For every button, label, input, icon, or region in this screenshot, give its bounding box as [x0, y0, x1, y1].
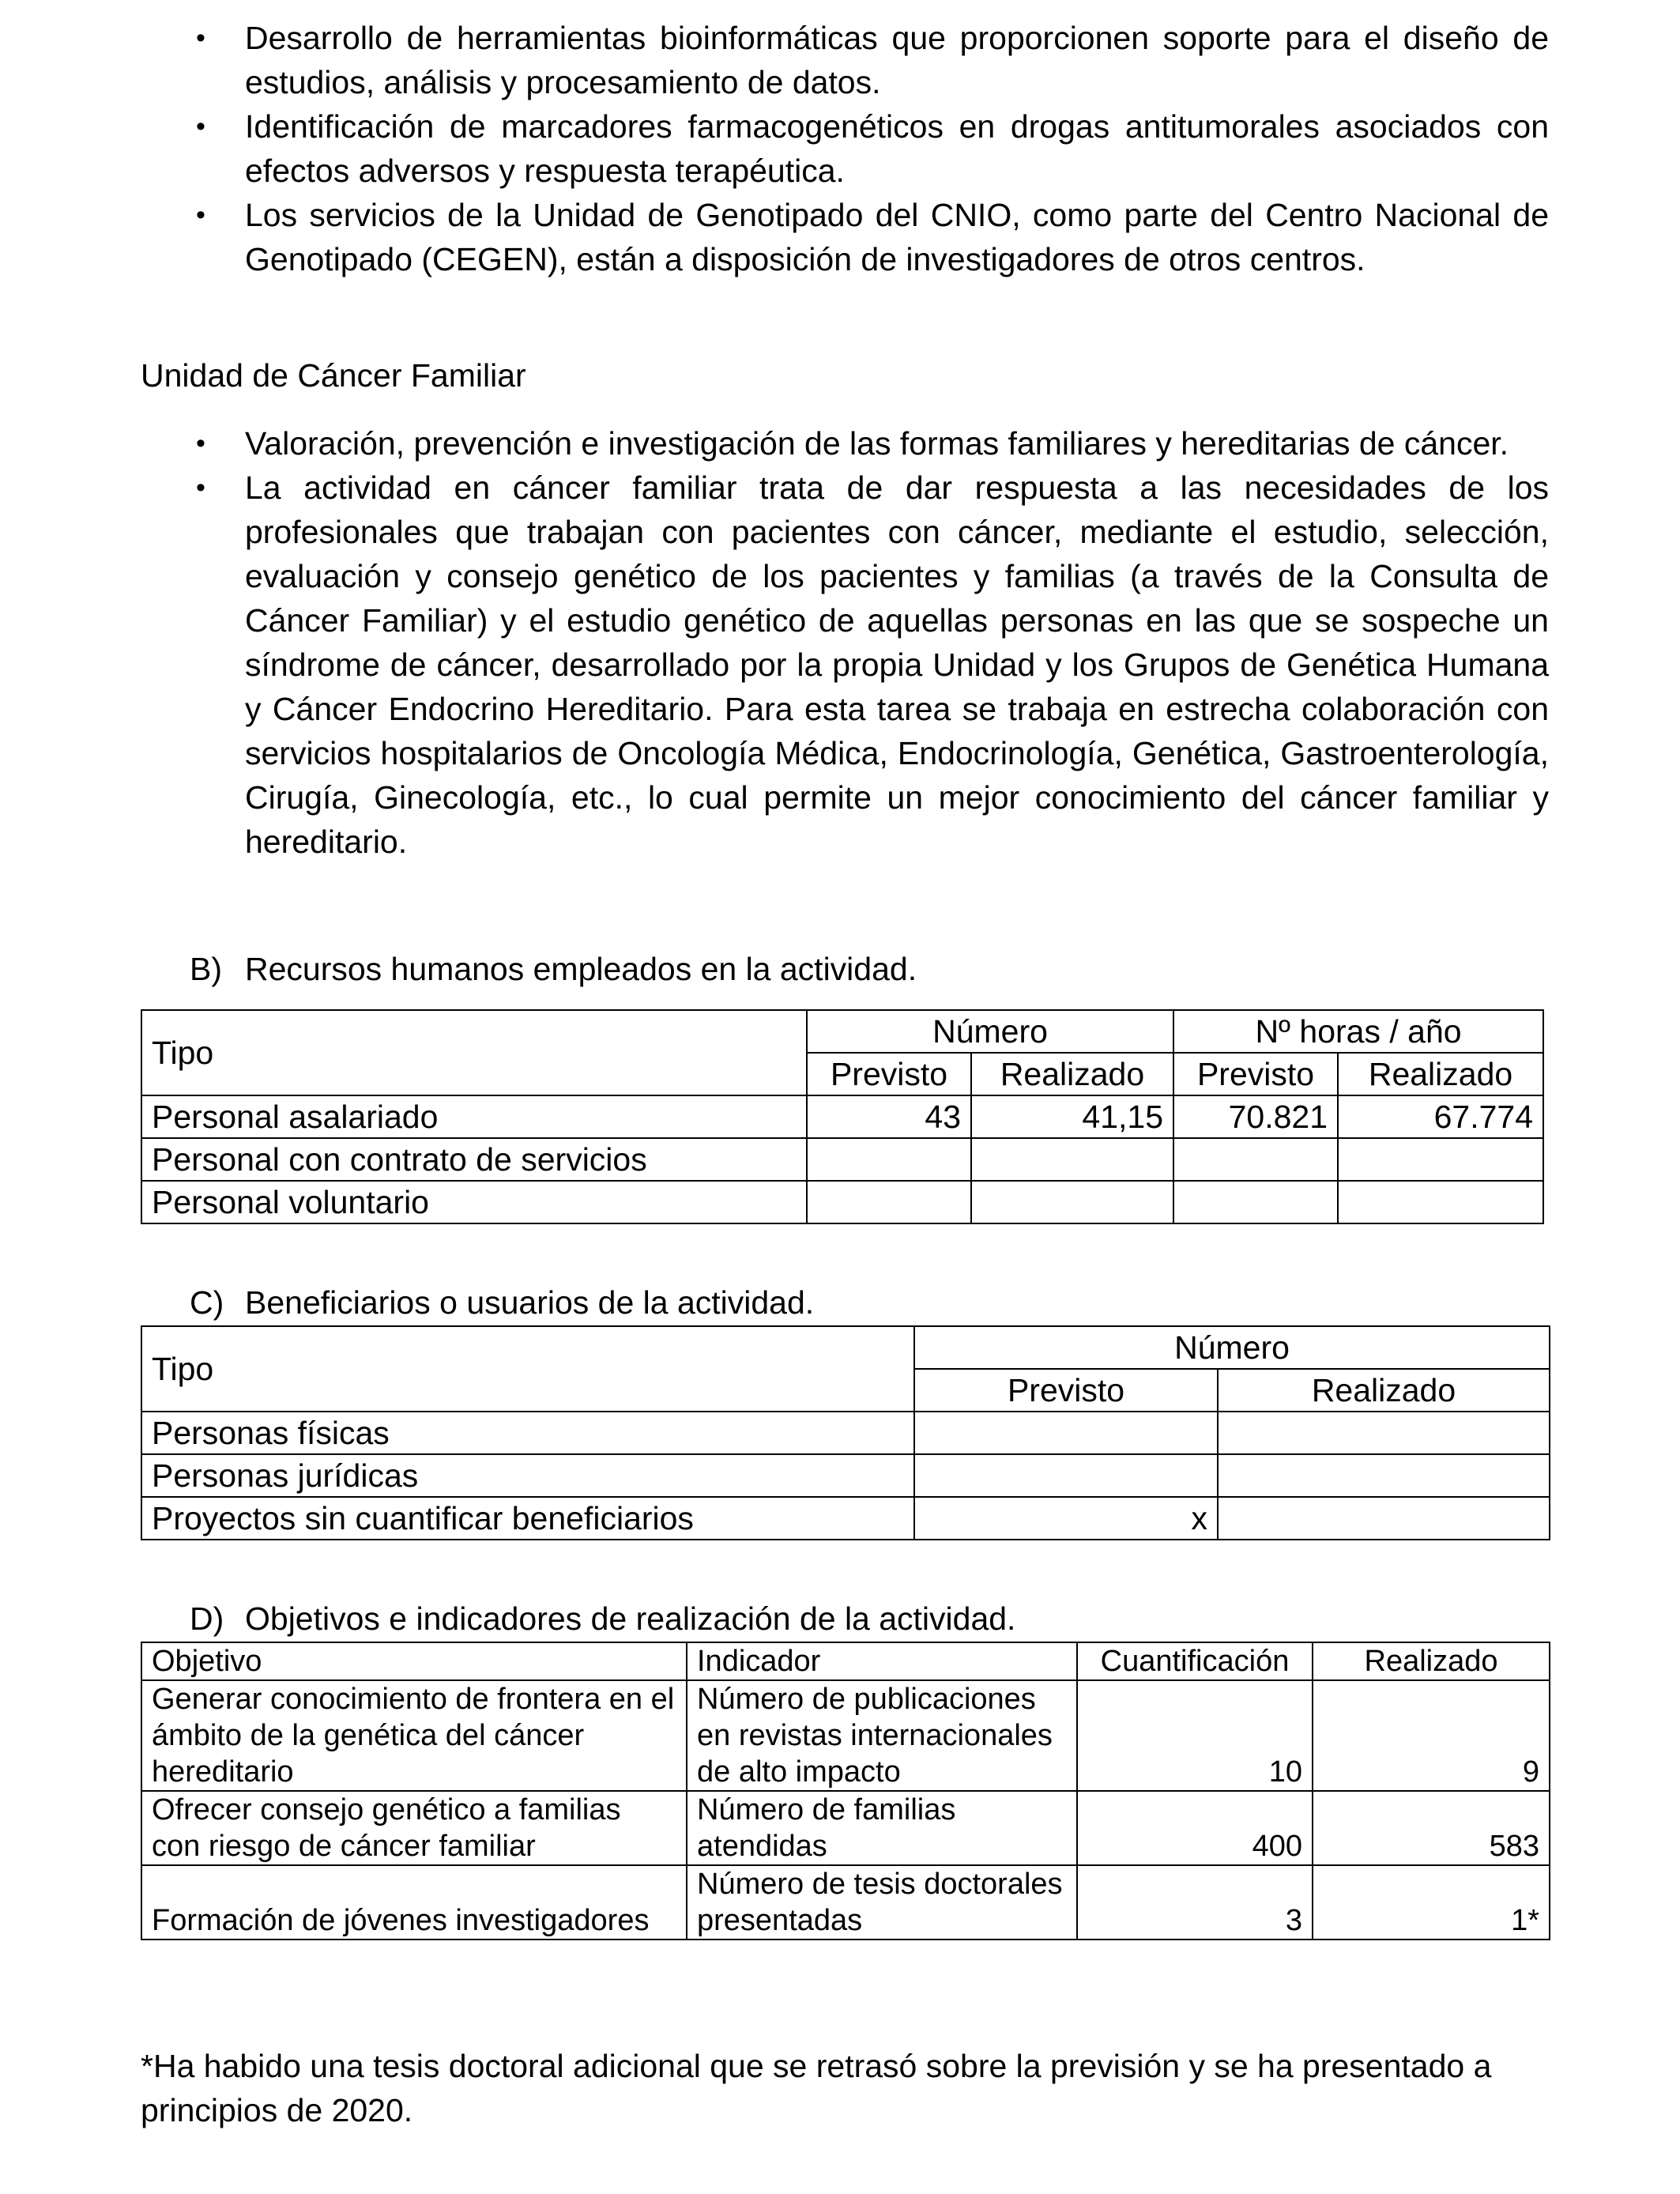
cell-tipo: Proyectos sin cuantificar beneficiarios — [141, 1497, 914, 1540]
bullet-icon: • — [196, 200, 205, 230]
cell-indicador: Número de familias atendidas — [687, 1791, 1077, 1865]
cell-tipo: Personas jurídicas — [141, 1454, 914, 1497]
bullet-icon: • — [196, 23, 205, 53]
header-realizado: Realizado — [1218, 1369, 1550, 1412]
cell-realizado: 1* — [1313, 1865, 1550, 1940]
header-indicador: Indicador — [687, 1642, 1077, 1680]
cell-tipo: Personal asalariado — [141, 1095, 807, 1138]
section-d-heading — [190, 1596, 1015, 1641]
table-row — [141, 1865, 1550, 1940]
bullet-icon: • — [196, 111, 205, 141]
cell-realizado: 9 — [1313, 1680, 1550, 1791]
cell-num-previsto: 43 — [807, 1095, 971, 1138]
bullet-text: Identificación de marcadores farmacogenéticos en drogas antitumorales asociados con efectos adversos y respuesta terapéutica. — [245, 108, 1549, 189]
section-label: D) — [190, 1600, 224, 1637]
table-row — [141, 1181, 1543, 1223]
human-resources-table — [141, 1009, 1544, 1224]
cell-tipo: Personal con contrato de servicios — [141, 1138, 807, 1181]
header-cuantificacion: Cuantificación — [1077, 1642, 1313, 1680]
cell-horas-realizado — [1338, 1138, 1543, 1181]
section-title: Beneficiarios o usuarios de la actividad. — [245, 1284, 815, 1321]
cell-realizado — [1218, 1412, 1550, 1454]
section-title: Recursos humanos empleados en la actividad. — [245, 951, 917, 987]
bullet-icon: • — [196, 473, 205, 503]
header-numero: Número — [914, 1326, 1550, 1369]
unit-title: Unidad de Cáncer Familiar — [141, 357, 526, 394]
cell-realizado — [1218, 1454, 1550, 1497]
cell-previsto — [914, 1412, 1218, 1454]
table-row — [141, 1454, 1550, 1497]
header-previsto: Previsto — [1173, 1053, 1338, 1095]
header-realizado: Realizado — [1313, 1642, 1550, 1680]
header-numero: Número — [807, 1010, 1173, 1053]
cell-horas-previsto — [1173, 1181, 1338, 1223]
cell-previsto — [914, 1454, 1218, 1497]
unit-bullet-list — [190, 421, 1549, 864]
cell-indicador: Número de tesis doctorales presentadas — [687, 1865, 1077, 1940]
cell-horas-previsto — [1173, 1138, 1338, 1181]
list-item — [190, 193, 1549, 281]
cell-realizado: 583 — [1313, 1791, 1550, 1865]
section-label: B) — [190, 951, 222, 987]
cell-indicador: Número de publicaciones en revistas internacionales de alto impacto — [687, 1680, 1077, 1791]
cell-num-realizado — [971, 1181, 1173, 1223]
cell-objetivo: Formación de jóvenes investigadores — [141, 1865, 687, 1940]
cell-previsto: x — [914, 1497, 1218, 1540]
cell-objetivo: Ofrecer consejo genético a familias con riesgo de cáncer familiar — [141, 1791, 687, 1865]
header-tipo: Tipo — [141, 1326, 914, 1412]
table-row — [141, 1095, 1543, 1138]
header-previsto: Previsto — [914, 1369, 1218, 1412]
bullet-text: Los servicios de la Unidad de Genotipado del CNIO, como parte del Centro Nacional de Genotipado (CEGEN), están a disposición de investigadores de otros centros. — [245, 197, 1549, 277]
bullet-text: La actividad en cáncer familiar trata de dar respuesta a las necesidades de los profesionales que trabajan con pacientes con cáncer, mediante el estudio, selección, evaluación y consejo genético de los pacientes y familias (a través de la Consulta de Cáncer Familiar) y el estudio genético de aquellas personas en las que se sospeche un síndrome de cáncer, desarrollado por la propia Unidad y los Grupos de Genética Humana y Cáncer Endocrino Hereditario. Para esta tarea se trabaja en estrecha colaboración con servicios hospitalarios de Oncología Médica, Endocrinología, Genética, Gastroenterología, Cirugía, Ginecología, etc., lo cual permite un mejor conocimiento del cáncer familiar y hereditario. — [245, 469, 1549, 860]
cell-num-realizado: 41,15 — [971, 1095, 1173, 1138]
cell-tipo: Personas físicas — [141, 1412, 914, 1454]
objectives-table — [141, 1642, 1550, 1940]
footnote: *Ha habido una tesis doctoral adicional que se retrasó sobre la previsión y se ha presentado a principios de 2020. — [141, 2048, 1492, 2128]
cell-objetivo: Generar conocimiento de frontera en el ámbito de la genética del cáncer hereditario — [141, 1680, 687, 1791]
table-row — [141, 1412, 1550, 1454]
table-row — [141, 1138, 1543, 1181]
header-realizado: Realizado — [1338, 1053, 1543, 1095]
list-item — [190, 16, 1549, 104]
header-tipo: Tipo — [141, 1010, 807, 1095]
cell-cuantificacion: 3 — [1077, 1865, 1313, 1940]
bullet-icon: • — [196, 428, 205, 458]
table-row — [141, 1791, 1550, 1865]
intro-bullet-list — [190, 16, 1549, 281]
cell-horas-previsto: 70.821 — [1173, 1095, 1338, 1138]
header-previsto: Previsto — [807, 1053, 971, 1095]
header-realizado: Realizado — [971, 1053, 1173, 1095]
header-horas: Nº horas / año — [1173, 1010, 1543, 1053]
cell-tipo: Personal voluntario — [141, 1181, 807, 1223]
header-objetivo: Objetivo — [141, 1642, 687, 1680]
cell-cuantificacion: 400 — [1077, 1791, 1313, 1865]
cell-num-previsto — [807, 1181, 971, 1223]
list-item — [190, 421, 1549, 466]
cell-horas-realizado: 67.774 — [1338, 1095, 1543, 1138]
section-label: C) — [190, 1284, 224, 1321]
table-row — [141, 1497, 1550, 1540]
bullet-text: Desarrollo de herramientas bioinformáticas que proporcionen soporte para el diseño de estudios, análisis y procesamiento de datos. — [245, 20, 1549, 100]
section-c-heading — [190, 1280, 814, 1325]
cell-horas-realizado — [1338, 1181, 1543, 1223]
cell-realizado — [1218, 1497, 1550, 1540]
cell-cuantificacion: 10 — [1077, 1680, 1313, 1791]
section-b-heading — [190, 947, 917, 991]
beneficiaries-table — [141, 1325, 1550, 1540]
section-title: Objetivos e indicadores de realización de la actividad. — [245, 1600, 1016, 1637]
table-row — [141, 1680, 1550, 1791]
list-item — [190, 466, 1549, 864]
bullet-text: Valoración, prevención e investigación de las formas familiares y hereditarias de cáncer. — [245, 425, 1509, 462]
list-item — [190, 104, 1549, 193]
cell-num-previsto — [807, 1138, 971, 1181]
cell-num-realizado — [971, 1138, 1173, 1181]
